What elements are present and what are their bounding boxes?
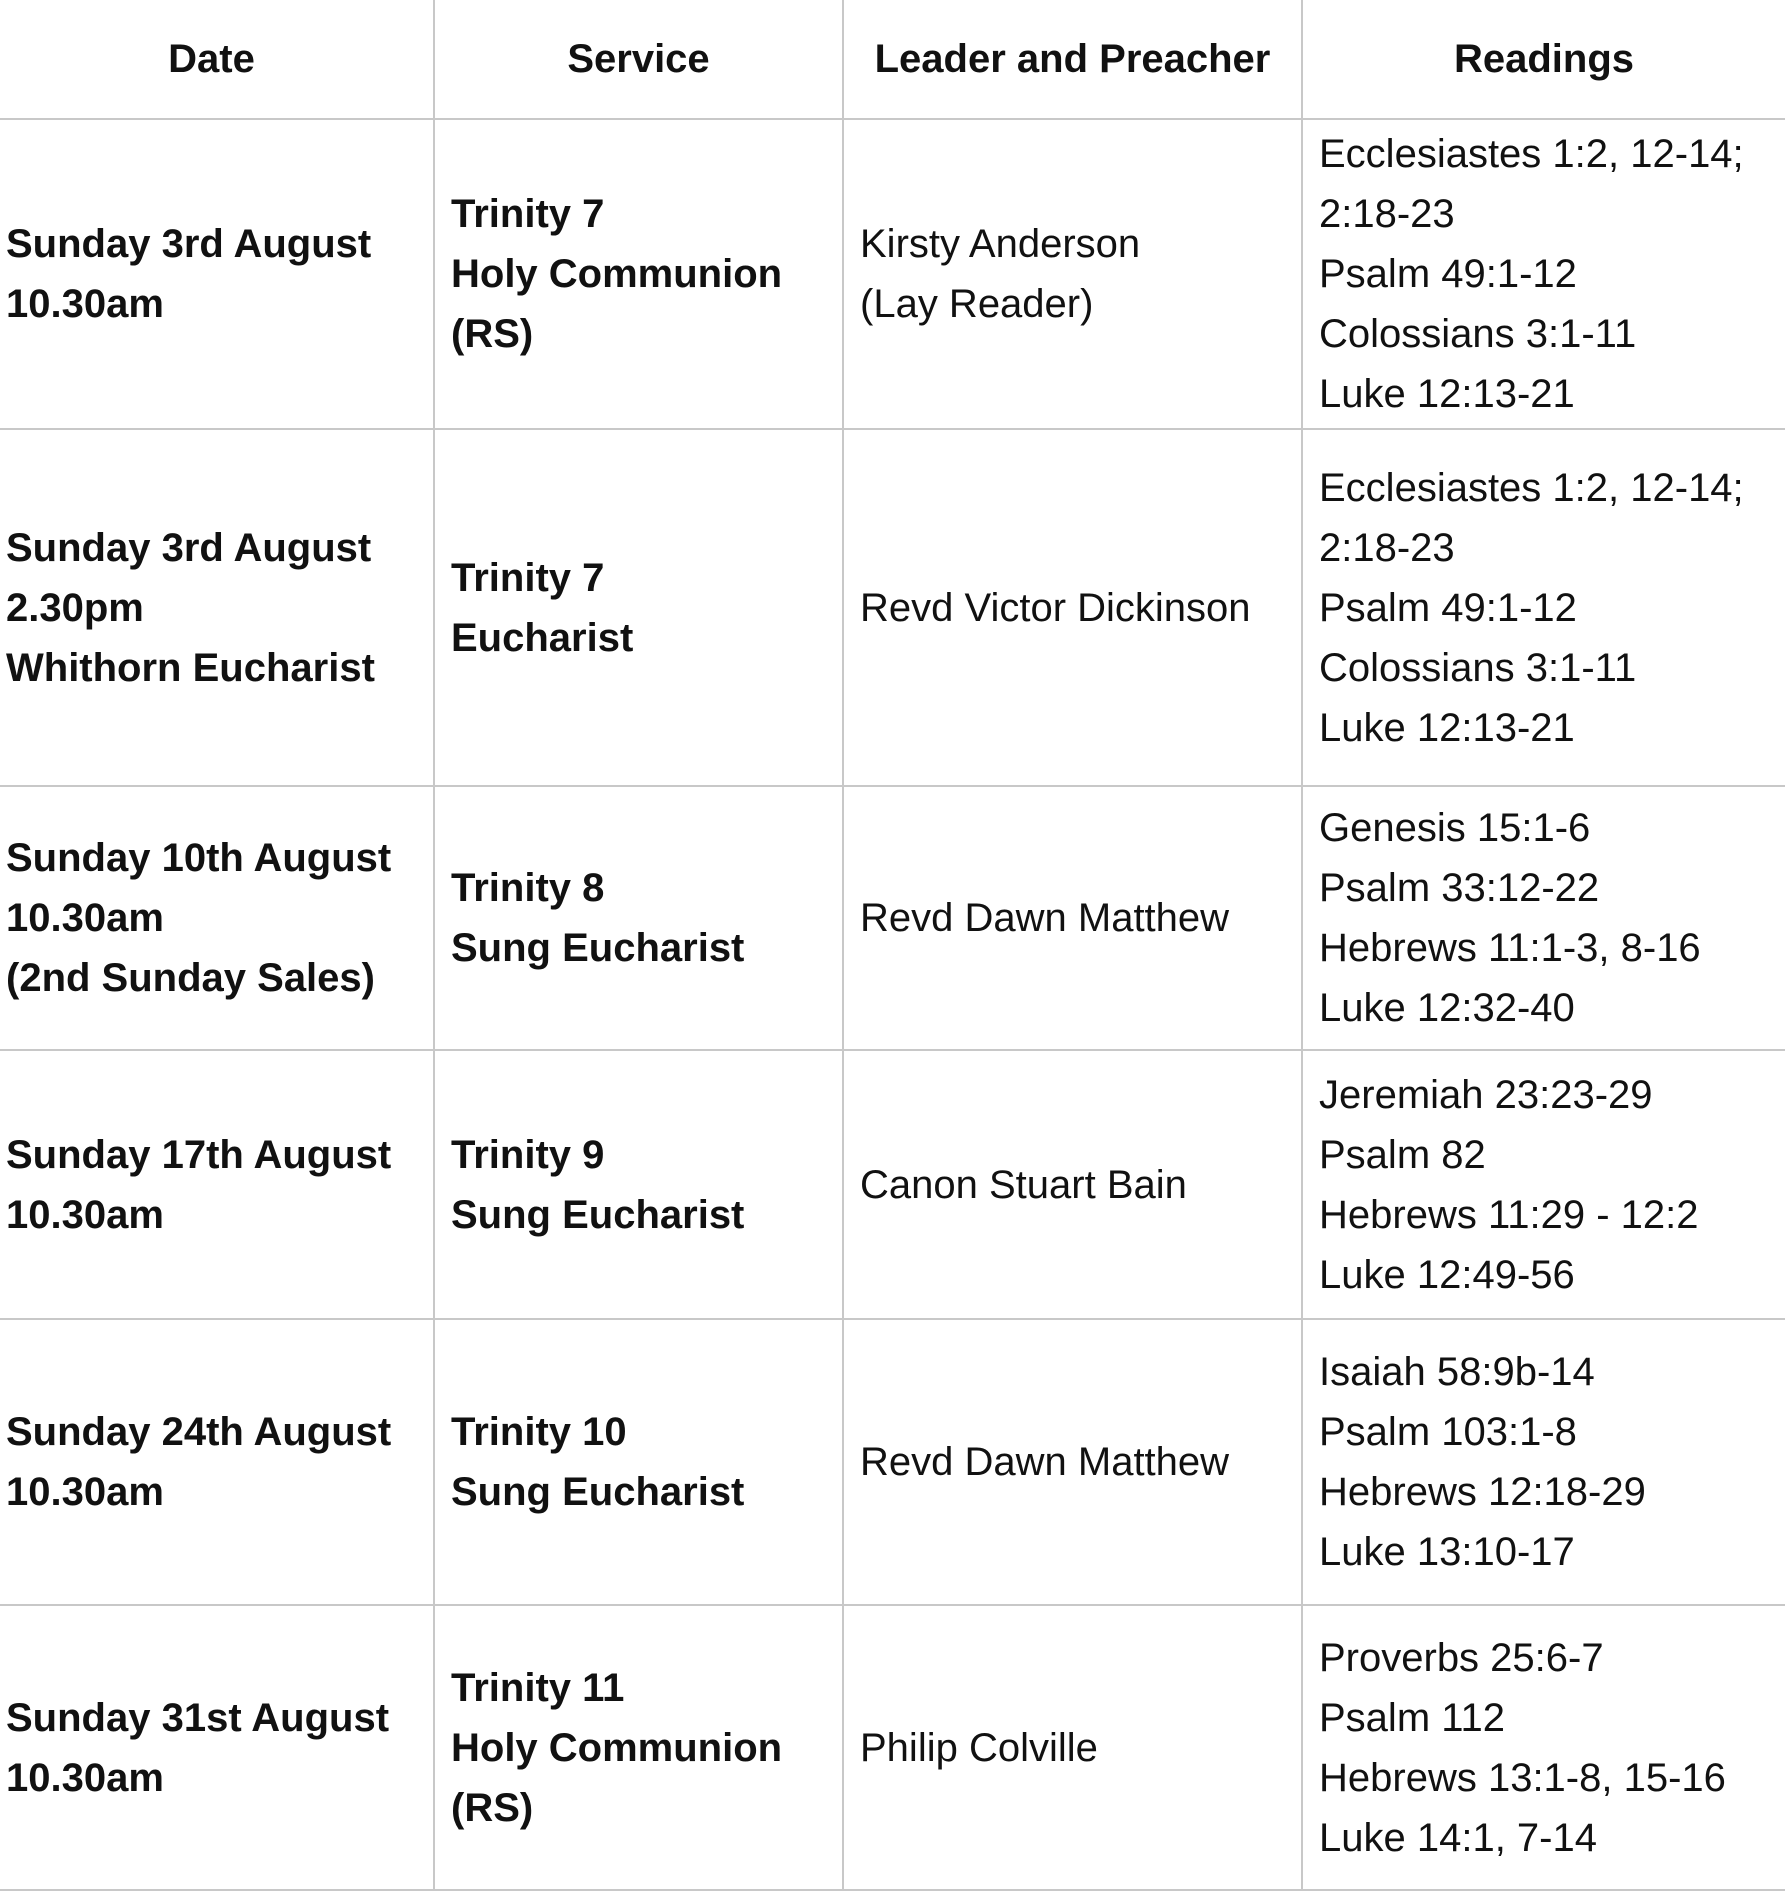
table-body: [0, 119, 1785, 1890]
service-cell: Trinity 11 Holy Communion (RS): [434, 1605, 843, 1890]
leader-cell: Revd Victor Dickinson: [843, 429, 1302, 786]
column-header-readings: Readings: [1302, 0, 1785, 119]
header-row: [0, 0, 1785, 119]
table-row: [0, 119, 1785, 429]
date-cell: Sunday 17th August 10.30am: [0, 1050, 434, 1319]
column-header-service: Service: [434, 0, 843, 119]
leader-cell: Canon Stuart Bain: [843, 1050, 1302, 1319]
readings-cell: Ecclesiastes 1:2, 12-14; 2:18-23 Psalm 49:1-12 Colossians 3:1-11 Luke 12:13-21: [1302, 429, 1785, 786]
leader-cell: Revd Dawn Matthew: [843, 786, 1302, 1050]
leader-cell: Philip Colville: [843, 1605, 1302, 1890]
table-header: [0, 0, 1785, 119]
date-cell: Sunday 3rd August 10.30am: [0, 119, 434, 429]
readings-cell: Genesis 15:1-6 Psalm 33:12-22 Hebrews 11:1-3, 8-16 Luke 12:32-40: [1302, 786, 1785, 1050]
date-cell: Sunday 3rd August 2.30pm Whithorn Eucharist: [0, 429, 434, 786]
service-cell: Trinity 8 Sung Eucharist: [434, 786, 843, 1050]
leader-cell: Kirsty Anderson (Lay Reader): [843, 119, 1302, 429]
service-cell: Trinity 9 Sung Eucharist: [434, 1050, 843, 1319]
table-row: [0, 1605, 1785, 1890]
date-cell: Sunday 31st August 10.30am: [0, 1605, 434, 1890]
readings-cell: Jeremiah 23:23-29 Psalm 82 Hebrews 11:29 - 12:2 Luke 12:49-56: [1302, 1050, 1785, 1319]
readings-cell: Proverbs 25:6-7 Psalm 112 Hebrews 13:1-8, 15-16 Luke 14:1, 7-14: [1302, 1605, 1785, 1890]
service-cell: Trinity 10 Sung Eucharist: [434, 1319, 843, 1605]
service-cell: Trinity 7 Eucharist: [434, 429, 843, 786]
table-row: [0, 429, 1785, 786]
column-header-date: Date: [0, 0, 434, 119]
column-header-leader: Leader and Preacher: [843, 0, 1302, 119]
table-row: [0, 1050, 1785, 1319]
date-cell: Sunday 24th August 10.30am: [0, 1319, 434, 1605]
table-row: [0, 1319, 1785, 1605]
service-cell: Trinity 7 Holy Communion (RS): [434, 119, 843, 429]
table-row: [0, 786, 1785, 1050]
readings-cell: Isaiah 58:9b-14 Psalm 103:1-8 Hebrews 12:18-29 Luke 13:10-17: [1302, 1319, 1785, 1605]
date-cell: Sunday 10th August 10.30am (2nd Sunday Sales): [0, 786, 434, 1050]
leader-cell: Revd Dawn Matthew: [843, 1319, 1302, 1605]
readings-cell: Ecclesiastes 1:2, 12-14; 2:18-23 Psalm 49:1-12 Colossians 3:1-11 Luke 12:13-21: [1302, 119, 1785, 429]
